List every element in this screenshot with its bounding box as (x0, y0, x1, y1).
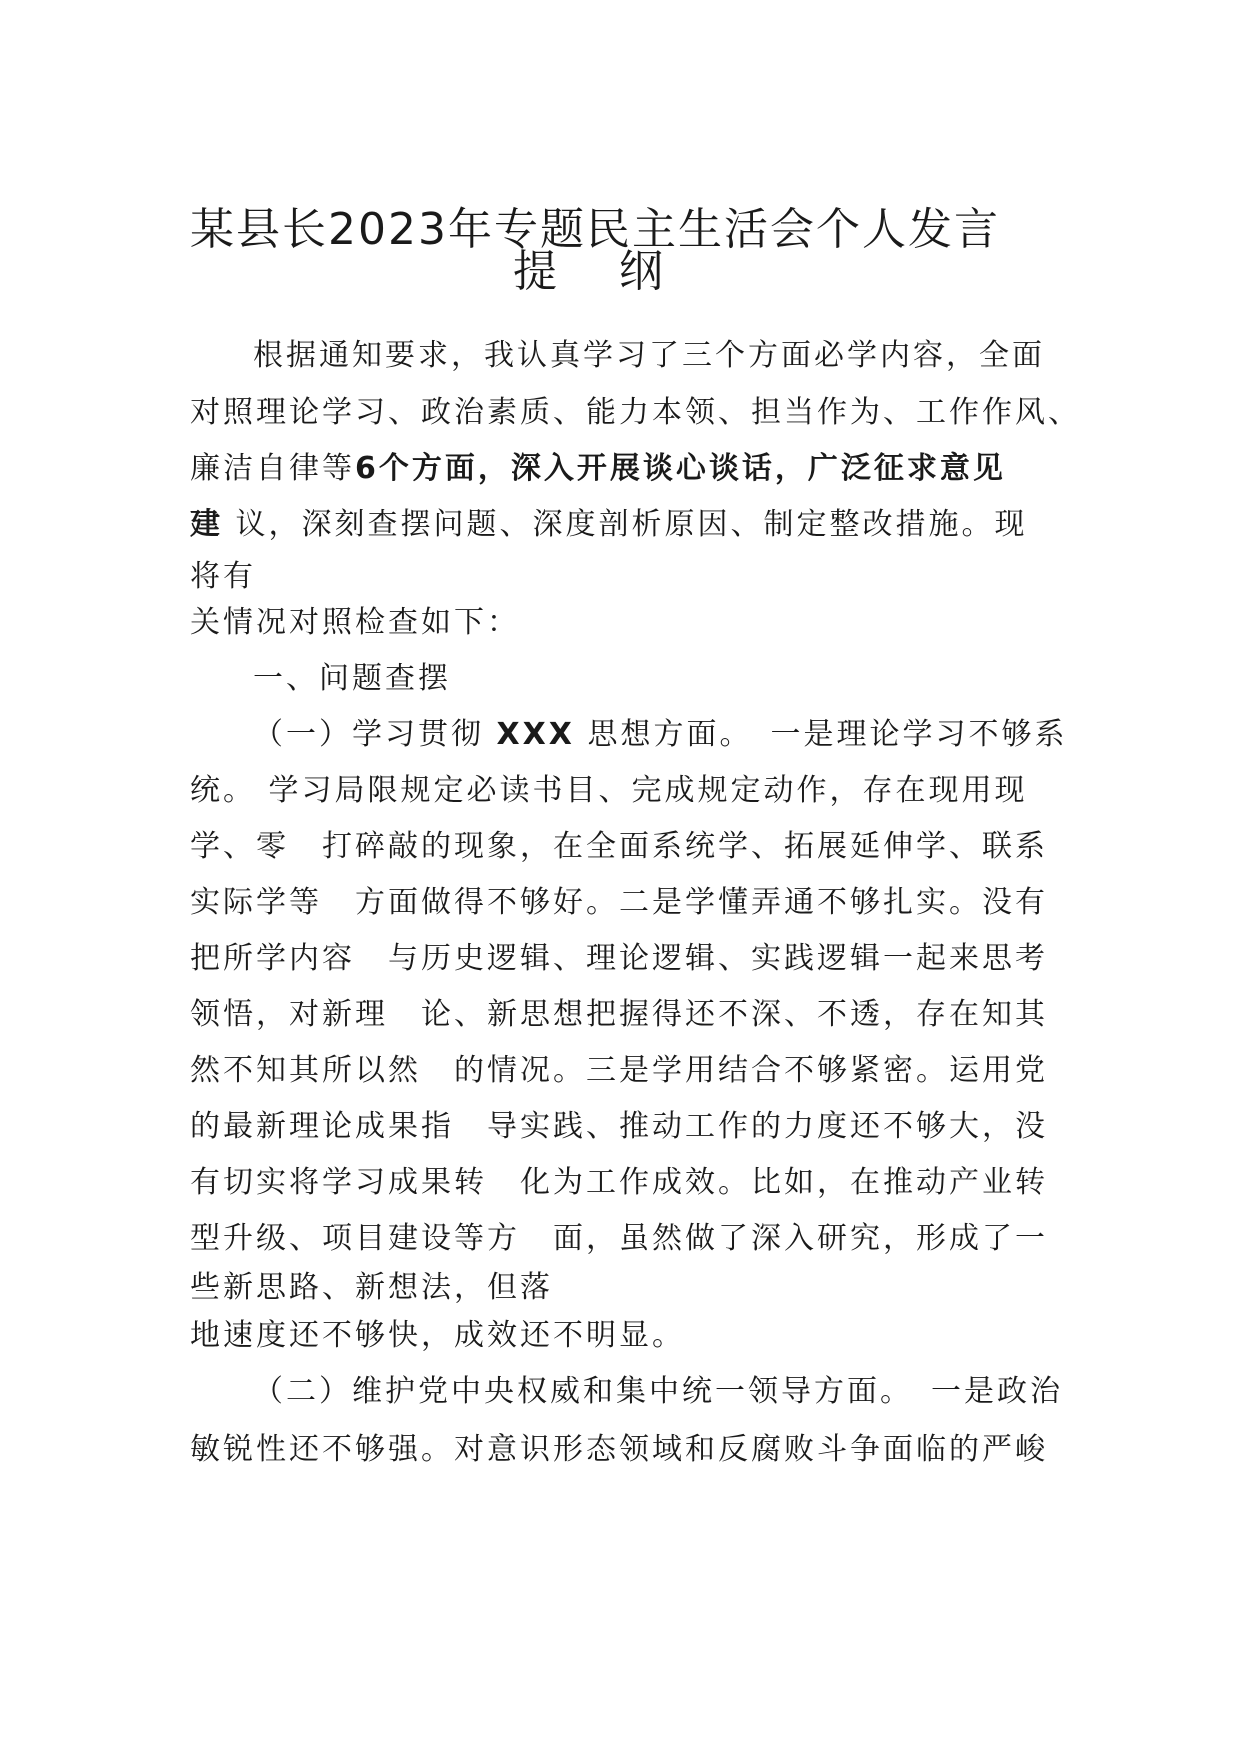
item-1-line-7: 然不知其所以然 的情况。三是学用结合不够紧密。运用党 (190, 1053, 1048, 1088)
document-title-line-2: 提 纲 (513, 246, 687, 297)
intro-line-3-text: 廉洁自律等 (190, 451, 355, 486)
item-2-line-1: （二）维护党中央权威和集中统一领导方面。 一是政治 (253, 1374, 1063, 1409)
item-1-line-12: 地速度还不够快，成效还不明显。 (190, 1318, 685, 1353)
item-1-line-8: 的最新理论成果指 导实践、推动工作的力度还不够大，没 (190, 1109, 1048, 1144)
intro-line-4-bold: 建 (190, 507, 223, 542)
intro-line-3-bold: 6个方面，深入开展谈心谈话，广泛征求意见 (355, 451, 1006, 486)
section-1-heading: 一、问题查摆 (253, 661, 451, 696)
item-1-line-1-post: 思想方面。 一是理论学习不够系 (574, 717, 1068, 752)
intro-line-3 (190, 449, 1070, 489)
item-1-line-1 (253, 715, 1133, 755)
item-1-line-5: 把所学内容 与历史逻辑、理论逻辑、实践逻辑一起来思考 (190, 941, 1048, 976)
item-1-line-10: 型升级、项目建设等方 面，虽然做了深入研究，形成了一 (190, 1221, 1048, 1256)
item-2-line-2: 敏锐性还不够强。对意识形态领域和反腐败斗争面临的严峻 (190, 1432, 1048, 1467)
item-1-line-2: 统。 学习局限规定必读书目、完成规定动作，存在现用现 (190, 773, 1028, 808)
intro-line-1: 根据通知要求，我认真学习了三个方面必学内容，全面 (253, 338, 1045, 373)
intro-line-2: 对照理论学习、政治素质、能力本领、担当作为、工作作风、 (190, 395, 1081, 430)
item-1-line-9: 有切实将学习成果转 化为工作成效。比如，在推动产业转 (190, 1165, 1048, 1200)
intro-line-5: 将有 (190, 559, 256, 594)
item-1-line-1-pre: （一）学习贯彻 (253, 717, 497, 752)
item-1-line-1-bold: XXX (496, 717, 575, 752)
intro-line-4 (190, 505, 1070, 545)
intro-line-6: 关情况对照检查如下： (190, 605, 520, 640)
item-1-line-4: 实际学等 方面做得不够好。二是学懂弄通不够扎实。没有 (190, 885, 1048, 920)
document-title-line-1: 某县长2023年专题民主生活会个人发言 (190, 204, 1000, 255)
intro-line-4-text: 议，深刻查摆问题、深度剖析原因、制定整改措施。现 (223, 507, 1028, 542)
item-1-line-6: 领悟，对新理 论、新思想把握得还不深、不透，存在知其 (190, 997, 1048, 1032)
item-1-line-11: 些新思路、新想法，但落 (190, 1270, 553, 1305)
item-1-line-3: 学、零 打碎敲的现象，在全面系统学、拓展延伸学、联系 (190, 829, 1048, 864)
